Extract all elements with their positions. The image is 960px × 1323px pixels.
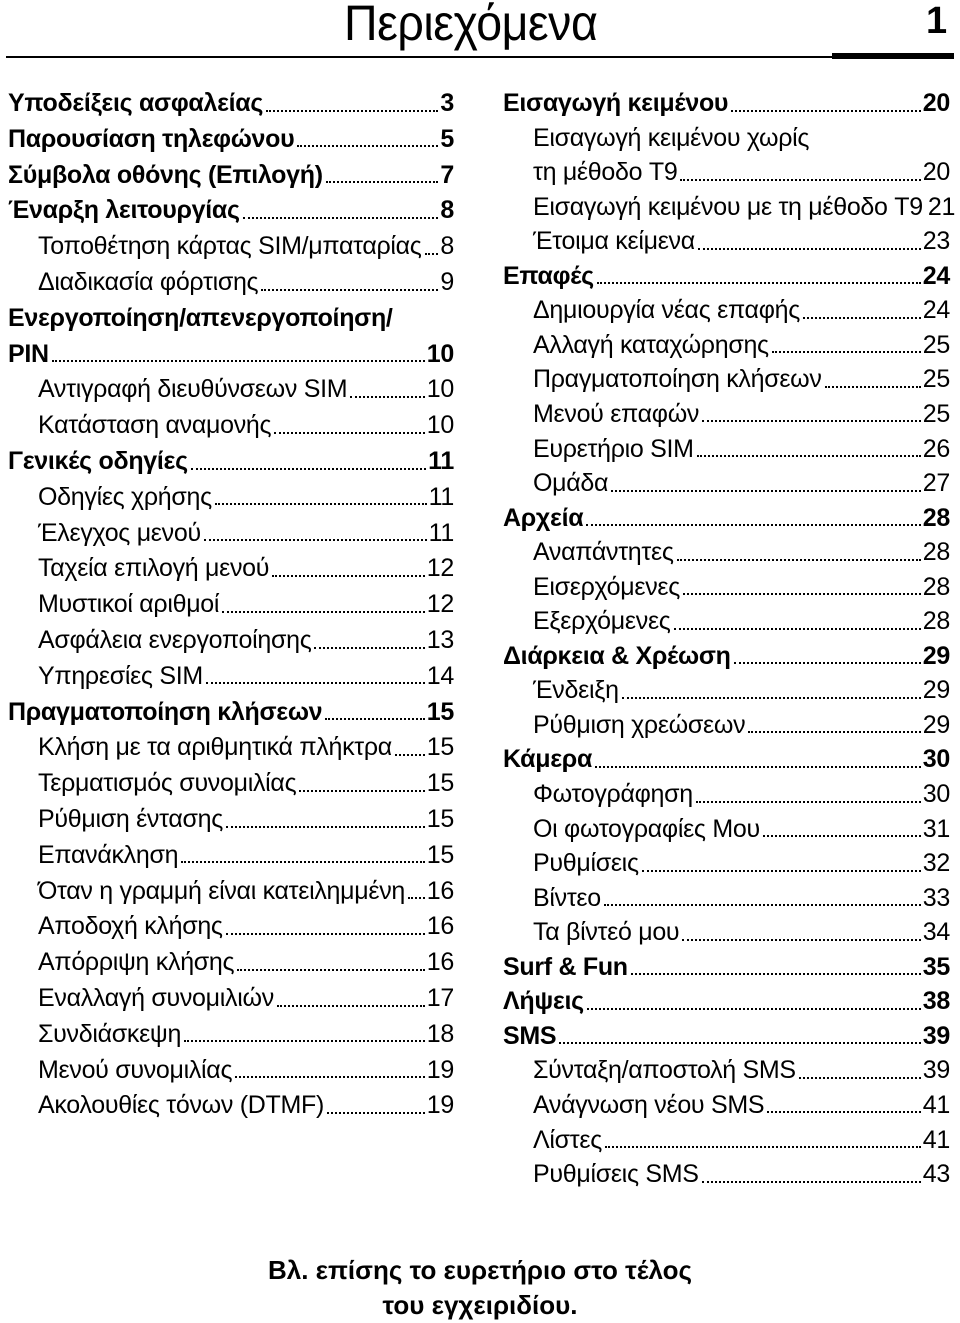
toc-dot-leader xyxy=(586,523,920,526)
toc-entry[interactable] xyxy=(8,911,454,941)
toc-entry[interactable] xyxy=(8,446,454,476)
toc-entry-label: Γενικές οδηγίες xyxy=(8,447,188,475)
toc-entry[interactable] xyxy=(8,1055,454,1085)
toc-entry-label: Πραγματοποίηση κλήσεων xyxy=(533,365,822,394)
toc-entry[interactable] xyxy=(503,883,950,913)
toc-entry-page: 35 xyxy=(922,952,950,981)
toc-dot-leader xyxy=(272,574,425,577)
toc-entry-page: 10 xyxy=(426,375,454,404)
toc-entry-label: Σύμβολα οθόνης (Επιλογή) xyxy=(8,160,323,189)
index-note xyxy=(0,1253,960,1323)
toc-dot-leader xyxy=(772,350,921,353)
toc-entry-label: Υπηρεσίες SIM xyxy=(38,661,203,690)
toc-dot-leader xyxy=(698,247,921,250)
toc-entry[interactable] xyxy=(8,947,454,977)
toc-entry-page: 26 xyxy=(922,434,950,463)
toc-entry[interactable] xyxy=(503,192,956,222)
toc-entry-label: Surf & Fun xyxy=(503,952,628,981)
toc-entry-label: Ευρετήριο SIM xyxy=(533,434,694,463)
toc-dot-leader xyxy=(274,431,425,434)
toc-entry-page: 16 xyxy=(426,876,454,905)
toc-dot-leader xyxy=(587,1007,921,1010)
toc-dot-leader xyxy=(215,502,427,505)
toc-entry-label: Βίντεο xyxy=(533,883,601,912)
toc-entry-label: Ανάγνωση νέου SMS xyxy=(533,1090,765,1119)
header-rule-accent xyxy=(832,53,954,59)
toc-entry-page: 5 xyxy=(440,124,454,153)
toc-entry-page: 15 xyxy=(426,733,454,762)
toc-entry-label: Εισαγωγή κειμένου χωρίς xyxy=(533,123,810,152)
toc-dot-leader xyxy=(604,903,921,906)
toc-entry-label: Διαδικασία φόρτισης xyxy=(38,268,259,296)
toc-entry[interactable] xyxy=(8,374,454,404)
toc-entry-label: Ρυθμίσεις xyxy=(533,849,639,878)
toc-entry-page: 20 xyxy=(922,158,950,187)
toc-entry[interactable] xyxy=(503,848,950,878)
header-rule xyxy=(6,56,832,58)
toc-entry[interactable] xyxy=(8,482,454,512)
toc-entry-page: 23 xyxy=(922,227,950,256)
toc-dot-leader xyxy=(597,281,921,284)
toc-entry[interactable] xyxy=(503,88,950,118)
toc-entry-label: Αντιγραφή διευθύνσεων SIM xyxy=(38,375,348,404)
toc-entry-label: Ρύθμιση χρεώσεων xyxy=(533,710,746,739)
toc-entry-label: τη μέθοδο T9 xyxy=(533,158,678,187)
toc-dot-leader xyxy=(595,765,921,768)
toc-dot-leader xyxy=(237,968,424,971)
toc-entry-label: Λίστες xyxy=(533,1125,602,1154)
toc-entry-label: Αναπάντητες xyxy=(533,538,674,567)
toc-entry-page: 25 xyxy=(922,330,950,359)
toc-dot-leader xyxy=(683,592,921,595)
toc-entry-page: 33 xyxy=(922,883,950,912)
toc-entry[interactable] xyxy=(503,986,950,1016)
toc-entry-page: 31 xyxy=(922,814,950,843)
toc-entry-label: Παρουσίαση τηλεφώνου xyxy=(8,124,295,153)
toc-entry[interactable] xyxy=(503,157,950,187)
toc-entry-label: Τερματισμός συνομιλίας xyxy=(38,769,297,798)
toc-dot-leader xyxy=(325,717,425,720)
toc-entry-label: Όταν η γραμμή είναι κατειλημμένη xyxy=(38,876,405,905)
toc-entry-page: 3 xyxy=(440,89,454,117)
toc-dot-leader xyxy=(277,1004,425,1007)
page-title: Περιεχόμενα xyxy=(344,0,598,51)
toc-dot-leader xyxy=(235,1075,425,1078)
toc-dot-leader xyxy=(677,558,921,561)
toc-entry[interactable] xyxy=(503,226,950,256)
toc-dot-leader xyxy=(181,860,425,863)
page-header xyxy=(0,0,960,60)
toc-dot-leader xyxy=(763,834,921,837)
toc-dot-leader xyxy=(314,646,424,649)
toc-entry-label: Ταχεία επιλογή μενού xyxy=(38,554,270,583)
toc-entry[interactable] xyxy=(8,1019,454,1049)
toc-entry[interactable] xyxy=(503,1159,950,1189)
toc-dot-leader xyxy=(226,825,425,828)
toc-dot-leader xyxy=(408,896,425,899)
toc-dot-leader xyxy=(266,109,438,112)
toc-dot-leader xyxy=(611,489,921,492)
toc-entry[interactable] xyxy=(503,710,950,740)
toc-entry-label: Επανάκληση xyxy=(38,840,179,869)
toc-dot-leader xyxy=(702,1180,921,1183)
toc-entry[interactable] xyxy=(503,814,950,844)
toc-entry-label: Οι φωτογραφίες Μου xyxy=(533,814,760,843)
toc-entry[interactable] xyxy=(8,804,454,834)
toc-entry[interactable] xyxy=(503,364,950,394)
toc-entry-page: 27 xyxy=(922,469,950,498)
toc-dot-leader xyxy=(191,467,426,470)
toc-entry[interactable] xyxy=(503,503,950,533)
toc-entry[interactable] xyxy=(503,744,950,774)
toc-entry-label: Εισαγωγή κειμένου xyxy=(503,89,729,117)
toc-entry[interactable] xyxy=(8,1090,454,1120)
toc-entry[interactable] xyxy=(8,840,454,870)
toc-entry-label: Δημιουργία νέας επαφής xyxy=(533,296,800,325)
toc-dot-leader xyxy=(350,395,425,398)
toc-dot-leader xyxy=(299,789,424,792)
toc-entry-label: Μυστικοί αριθμοί xyxy=(38,590,220,619)
toc-entry[interactable] xyxy=(8,625,454,655)
toc-dot-leader xyxy=(674,627,921,630)
toc-entry-page: 25 xyxy=(922,399,950,428)
toc-entry-label: Ακολουθίες τόνων (DTMF) xyxy=(38,1091,325,1120)
toc-entry[interactable] xyxy=(503,434,950,464)
toc-entry-page: 39 xyxy=(922,1021,950,1050)
toc-entry-label: PIN xyxy=(8,339,49,368)
toc-entry-page: 11 xyxy=(428,447,454,475)
toc-dot-leader xyxy=(425,252,439,255)
page-number: 1 xyxy=(926,0,948,42)
toc-dot-leader xyxy=(702,419,921,422)
toc-entry-label: Ενεργοποίηση/απενεργοποίηση/ xyxy=(8,303,393,332)
toc-entry-label: Εναλλαγή συνομιλιών xyxy=(38,984,274,1012)
toc-entry-label: Αρχεία xyxy=(503,503,584,532)
toc-entry-label: Διάρκεια & Χρέωση xyxy=(503,641,731,670)
toc-entry[interactable] xyxy=(8,732,454,762)
toc-dot-leader xyxy=(803,316,921,319)
toc-dot-leader xyxy=(184,1039,425,1042)
toc-dot-leader xyxy=(799,1076,921,1079)
toc-entry[interactable] xyxy=(8,88,454,118)
toc-entry-page: 16 xyxy=(426,948,454,977)
toc-entry[interactable] xyxy=(503,261,950,291)
toc-entry-page: 12 xyxy=(426,590,454,619)
toc-entry[interactable] xyxy=(8,553,454,583)
toc-entry-page: 15 xyxy=(426,840,454,869)
toc-entry-page: 18 xyxy=(426,1019,454,1048)
toc-entry-page: 12 xyxy=(426,554,454,583)
toc-entry[interactable] xyxy=(503,572,950,602)
toc-entry[interactable] xyxy=(503,399,950,429)
toc-entry[interactable] xyxy=(503,537,950,567)
toc-dot-leader xyxy=(204,538,427,541)
toc-dot-leader xyxy=(696,800,921,803)
toc-entry[interactable] xyxy=(8,410,454,440)
toc-entry-label: Κάμερα xyxy=(503,745,593,774)
toc-entry[interactable] xyxy=(503,468,950,498)
toc-entry[interactable] xyxy=(503,1090,950,1120)
toc-dot-leader xyxy=(261,288,438,291)
toc-entry[interactable] xyxy=(8,339,454,369)
toc-entry-label: Ασφάλεια ενεργοποίησης xyxy=(38,626,312,654)
toc-entry[interactable] xyxy=(503,952,950,982)
toc-dot-leader xyxy=(559,1041,921,1044)
toc-entry[interactable] xyxy=(503,1055,950,1085)
toc-dot-leader xyxy=(697,454,921,457)
toc-dot-leader xyxy=(52,359,425,362)
toc-entry-label: Έτοιμα κείμενα xyxy=(533,227,695,256)
toc-entry-page: 19 xyxy=(426,1055,454,1084)
toc-entry-page: 41 xyxy=(922,1125,950,1154)
toc-entry[interactable] xyxy=(503,779,950,809)
toc-entry[interactable] xyxy=(8,589,454,619)
toc-entry-page: 24 xyxy=(922,261,950,290)
toc-entry[interactable] xyxy=(503,1125,950,1155)
toc-entry-page: 11 xyxy=(428,518,454,547)
toc-entry[interactable] xyxy=(8,768,454,798)
index-note-line-2: του εγχειριδίου. xyxy=(382,1290,578,1320)
toc-entry[interactable] xyxy=(503,675,950,705)
toc-entry[interactable] xyxy=(8,518,454,548)
toc-entry-page: 25 xyxy=(922,365,950,394)
toc-entry-page: 28 xyxy=(922,572,950,601)
toc-entry[interactable] xyxy=(503,295,950,325)
toc-entry-page: 17 xyxy=(426,984,454,1012)
toc-entry-label: Έλεγχος μενού xyxy=(38,518,201,547)
toc-entry-label: Ένδειξη xyxy=(533,676,619,705)
toc-entry-page: 29 xyxy=(922,676,950,705)
toc-entry-page: 41 xyxy=(922,1090,950,1119)
toc-dot-leader xyxy=(622,696,921,699)
toc-dot-leader xyxy=(825,385,921,388)
toc-entry-page: 32 xyxy=(922,849,950,878)
toc-entry-page: 30 xyxy=(922,780,950,808)
toc-entry[interactable] xyxy=(503,606,950,636)
toc-entry-page: 30 xyxy=(922,745,950,774)
toc-entry-label: Κατάσταση αναμονής xyxy=(38,411,272,440)
toc-entry-page: 19 xyxy=(426,1091,454,1120)
toc-dot-leader xyxy=(731,109,921,112)
toc-entry-label: Αποδοχή κλήσης xyxy=(38,912,223,941)
toc-entry-label: Τα βίντεό μου xyxy=(533,918,680,947)
toc-entry[interactable] xyxy=(8,983,454,1013)
toc-entry-label: Σύνταξη/αποστολή SMS xyxy=(533,1056,796,1085)
toc-entry-page: 15 xyxy=(426,805,454,833)
toc-entry-label: Οδηγίες χρήσης xyxy=(38,482,212,511)
toc-entry-label: Λήψεις xyxy=(503,987,584,1016)
toc-dot-leader xyxy=(748,730,920,733)
toc-dot-leader xyxy=(297,144,438,147)
toc-entry[interactable] xyxy=(8,697,454,727)
toc-entry-label: Ομάδα xyxy=(533,469,609,498)
toc-entry-page: 29 xyxy=(922,710,950,739)
toc-entry[interactable] xyxy=(8,160,454,190)
toc-entry-page: 16 xyxy=(426,912,454,941)
toc-dot-leader xyxy=(226,932,425,935)
toc-entry-label: SMS xyxy=(503,1021,557,1050)
toc-entry-page: 9 xyxy=(440,268,454,296)
toc-entry-label: Ρυθμίσεις SMS xyxy=(533,1160,699,1189)
toc-entry-label: Μενού συνομιλίας xyxy=(38,1055,233,1084)
toc-entry-label: Εξερχόμενες xyxy=(533,607,671,636)
toc-entry-page: 15 xyxy=(426,769,454,798)
toc-entry-label: Αλλαγή καταχώρησης xyxy=(533,330,769,359)
toc-entry-label: Επαφές xyxy=(503,261,594,290)
toc-dot-leader xyxy=(642,869,921,872)
toc-entry-page: 7 xyxy=(440,160,454,189)
toc-entry-page: 20 xyxy=(922,89,950,117)
toc-dot-leader xyxy=(222,610,425,613)
toc-dot-leader xyxy=(631,972,921,975)
toc-dot-leader xyxy=(734,661,921,664)
toc-entry[interactable] xyxy=(503,123,950,153)
toc-entry[interactable] xyxy=(8,876,454,906)
index-note-line-1: Βλ. επίσης το ευρετήριο στο τέλος xyxy=(268,1255,692,1285)
toc-entry-page: 11 xyxy=(428,482,454,511)
toc-entry[interactable] xyxy=(8,231,454,261)
toc-entry[interactable] xyxy=(503,641,950,671)
toc-entry[interactable] xyxy=(8,661,454,691)
toc-entry-label: Εισαγωγή κειμένου με τη μέθοδο T9 xyxy=(533,192,923,221)
toc-entry[interactable] xyxy=(503,917,950,947)
toc-entry-label: Ρύθμιση έντασης xyxy=(38,805,223,833)
toc-entry[interactable] xyxy=(503,1021,950,1051)
toc-entry-page: 39 xyxy=(922,1056,950,1085)
toc-entry-page: 15 xyxy=(426,697,454,726)
toc-entry-label: Έναρξη λειτουργίας xyxy=(8,196,240,225)
toc-entry[interactable] xyxy=(8,303,454,333)
toc-entry-label: Απόρριψη κλήσης xyxy=(38,948,235,977)
toc-entry-page: 13 xyxy=(426,626,454,654)
toc-entry-page: 8 xyxy=(440,232,454,261)
toc-entry-page: 29 xyxy=(922,641,950,670)
toc-entry-page: 8 xyxy=(440,196,454,225)
toc-dot-leader xyxy=(206,681,425,684)
toc-entry-label: Εισερχόμενες xyxy=(533,572,681,601)
toc-entry-page: 21 xyxy=(927,192,956,221)
toc-entry-page: 24 xyxy=(922,296,950,325)
toc-entry-label: Υποδείξεις ασφαλείας xyxy=(8,89,264,117)
toc-entry-label: Τοποθέτηση κάρτας SIM/μπαταρίας xyxy=(38,232,422,261)
toc-entry-label: Κλήση με τα αριθμητικά πλήκτρα xyxy=(38,733,392,762)
toc-entry-page: 43 xyxy=(922,1160,950,1189)
toc-entry[interactable] xyxy=(8,124,454,154)
toc-dot-leader xyxy=(605,1145,921,1148)
toc-dot-leader xyxy=(767,1110,921,1113)
toc-entry-page: 28 xyxy=(922,503,950,532)
toc-dot-leader xyxy=(327,1111,425,1114)
toc-entry-page: 10 xyxy=(426,411,454,440)
toc-entry-label: Φωτογράφηση xyxy=(533,780,693,808)
toc-entry-label: Μενού επαφών xyxy=(533,399,700,428)
toc-entry-page: 28 xyxy=(922,607,950,636)
toc-dot-leader xyxy=(243,216,439,219)
toc-entry[interactable] xyxy=(503,330,950,360)
toc-entry-page: 34 xyxy=(922,918,950,947)
toc-entry-label: Συνδιάσκεψη xyxy=(38,1019,182,1048)
toc-entry[interactable] xyxy=(8,267,454,297)
toc-dot-leader xyxy=(395,753,425,756)
toc-entry-page: 38 xyxy=(922,987,950,1016)
toc-entry[interactable] xyxy=(8,195,454,225)
toc-entry-page: 10 xyxy=(426,339,454,368)
toc-entry-page: 14 xyxy=(426,661,454,690)
toc-entry-page: 28 xyxy=(922,538,950,567)
toc-dot-leader xyxy=(680,178,920,181)
toc-entry-label: Πραγματοποίηση κλήσεων xyxy=(8,697,323,726)
toc-dot-leader xyxy=(682,938,920,941)
toc-dot-leader xyxy=(326,180,439,183)
